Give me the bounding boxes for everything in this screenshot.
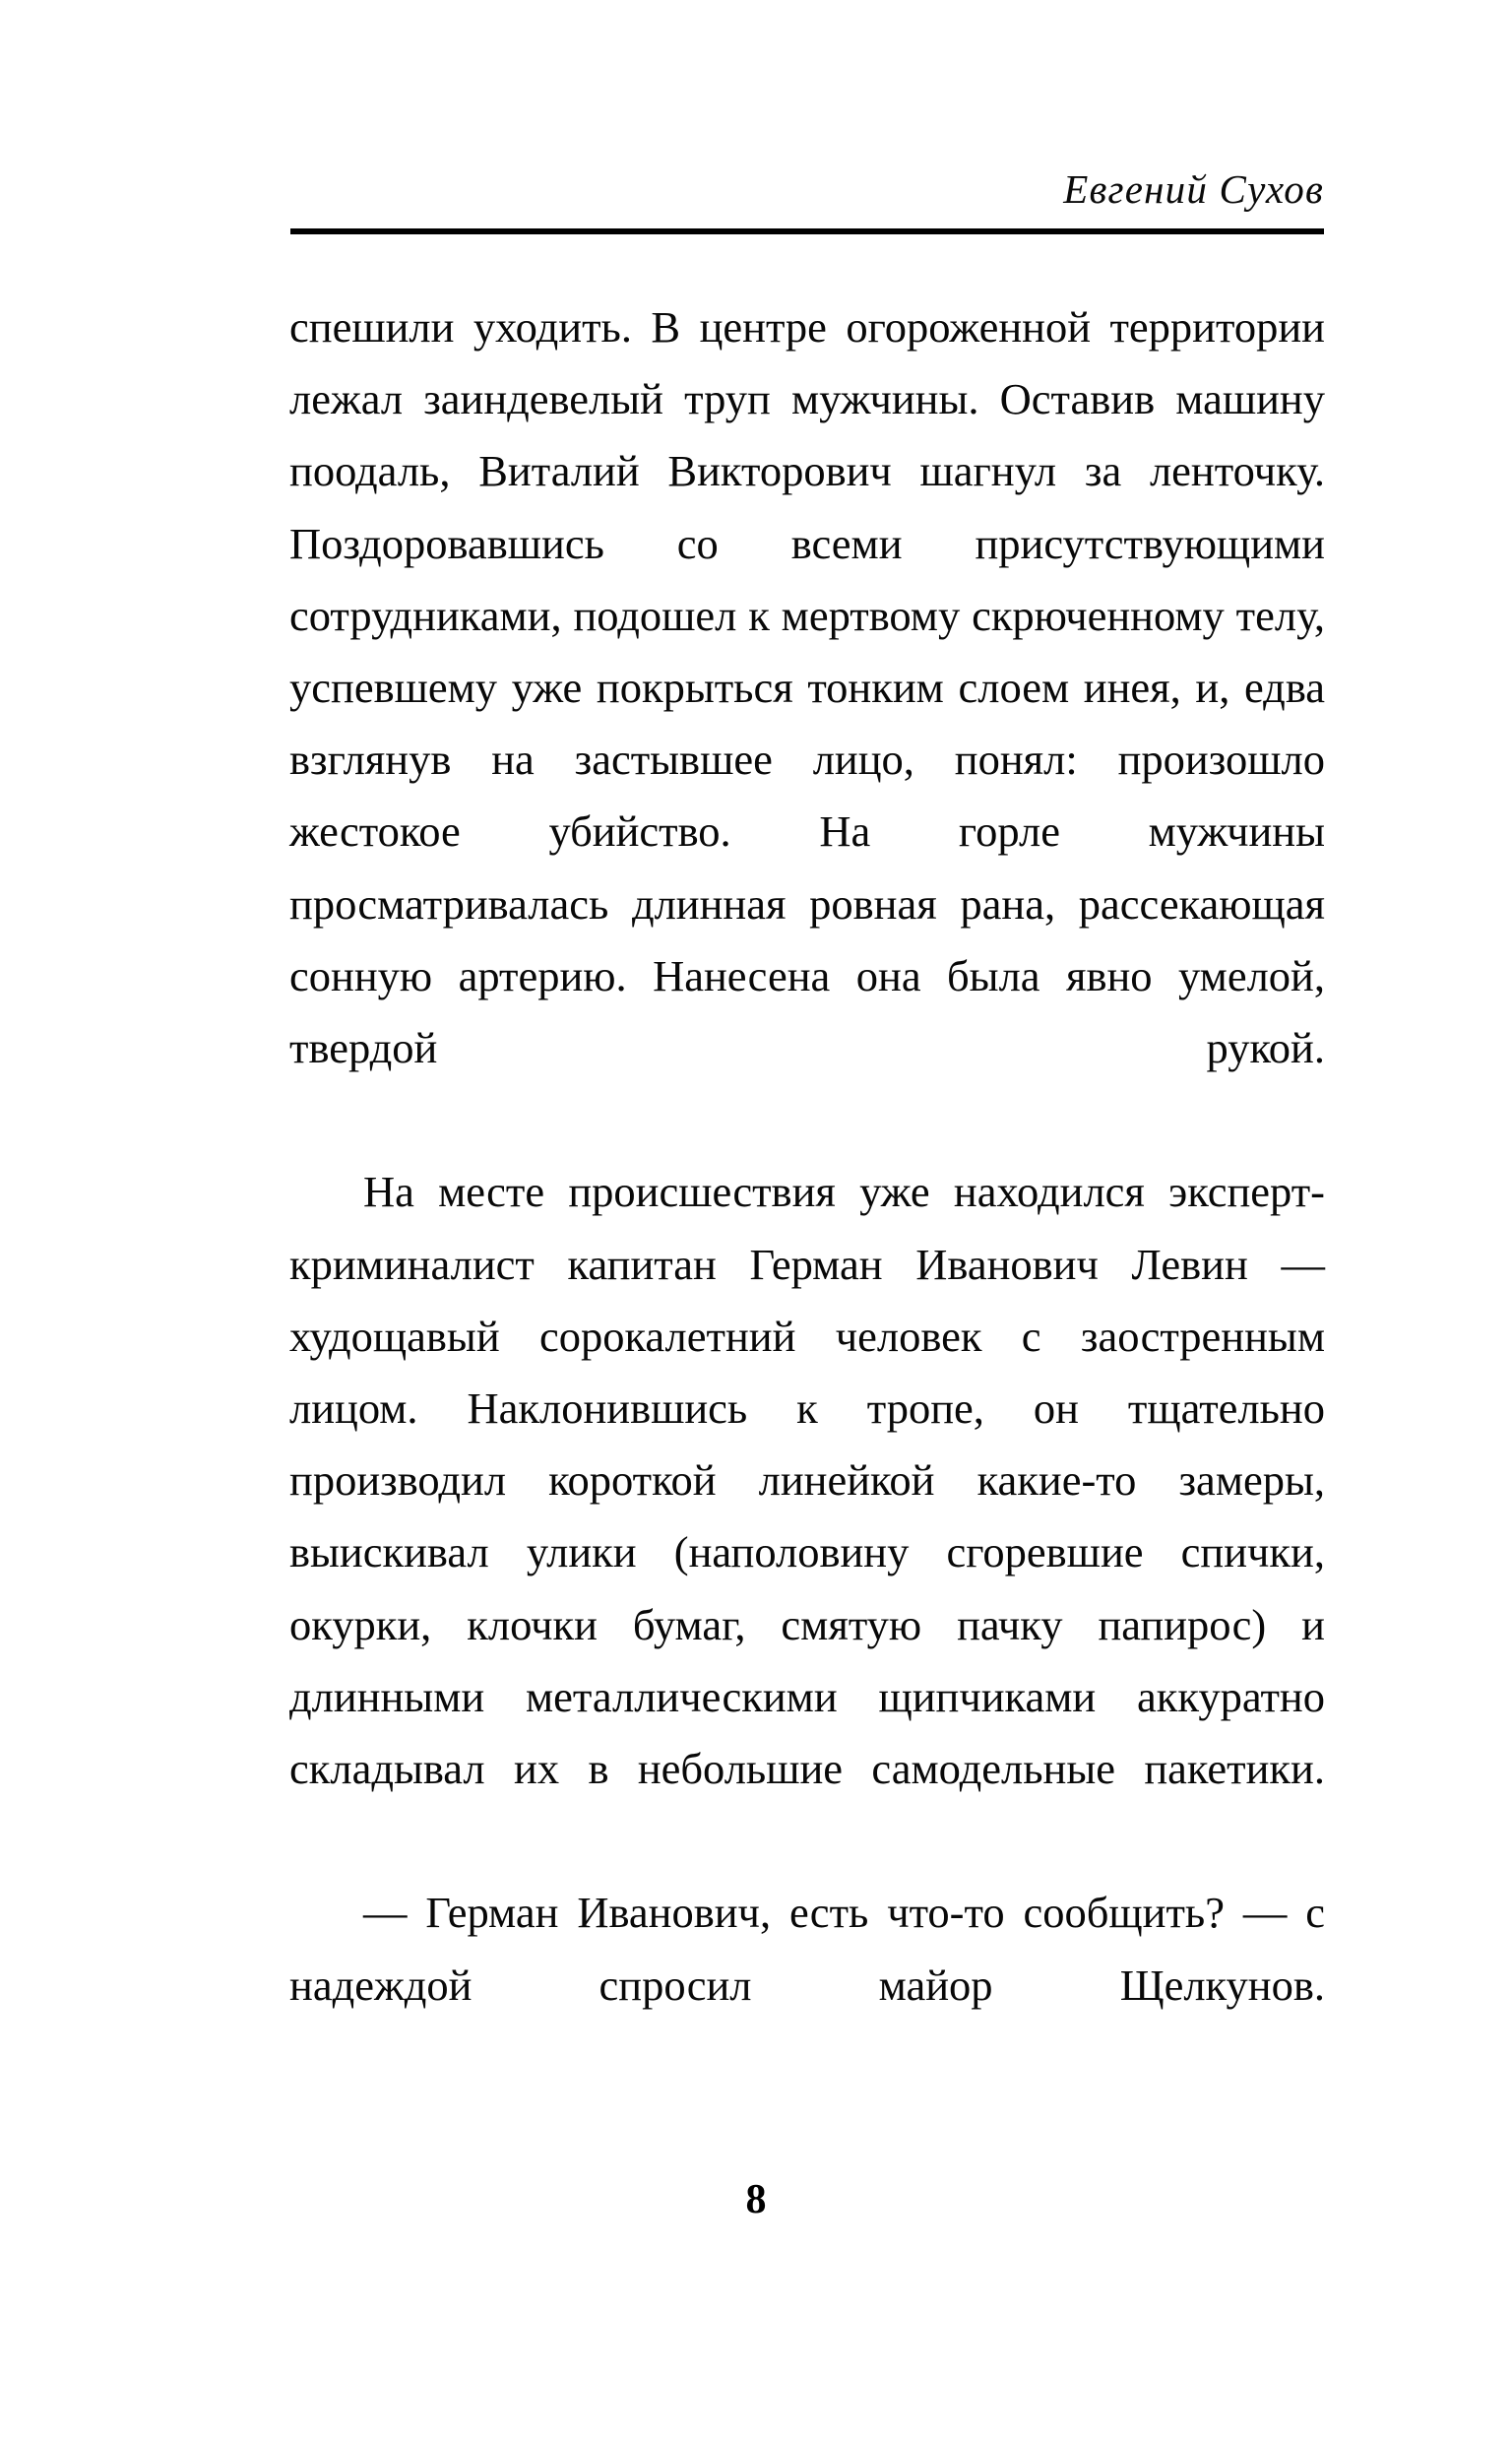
paragraph: — Герман Иванович, есть что-то сообщить? — с надеждой спросил майор Щелкунов.: [289, 1888, 1325, 2010]
running-head-author: Евгений Сухов: [1063, 166, 1324, 212]
paragraph: На месте происшествия уже находился эксперт-криминалист капитан Герман Иванович Левин — худощавый сорокалетний человек с заостренным лицом. Наклонившись к тропе, он тщательно производил короткой линейкой какие-то замеры, выискивал улики (наполовину сгоревшие спички, окурки, клочки бумаг, смятую пачку папирос) и длинными металлическими щипчиками аккуратно складывал их в небольшие самодельные пакетики.: [289, 1167, 1325, 1794]
running-head-rule: [290, 228, 1324, 234]
body-text-block: [289, 291, 1325, 2093]
paragraph: спешили уходить. В центре огороженной территории лежал заиндевелый труп мужчины. Оставив машину поодаль, Виталий Викторович шагнул за ленточку. Поздоровавшись со всеми присутствующими сотрудниками, подошел к мертвому скрюченному телу, успевшему уже покрыться тонким слоем инея, и, едва взглянув на застывшее лицо, понял: произошло жестокое убийство. На горле мужчины просматривалась длинная ровная рана, рассекающая сонную артерию. Нанесена она была явно умелой, твердой рукой.: [289, 302, 1325, 1073]
page-number: 8: [745, 2177, 767, 2222]
